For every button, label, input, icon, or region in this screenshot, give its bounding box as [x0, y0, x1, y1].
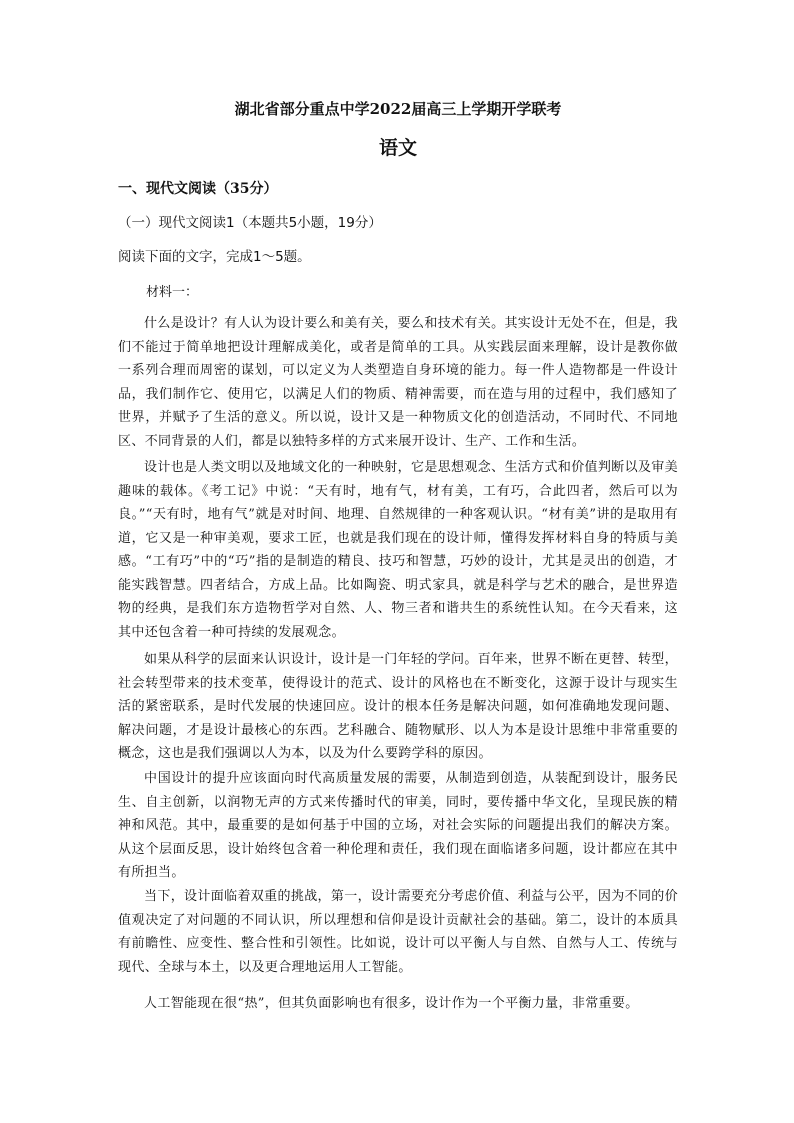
paragraph-6: 人工智能现在很“热”，但其负面影响也有很多，设计作为一个平衡力量，非常重要。 — [144, 996, 639, 1011]
subject-title: 语文 — [378, 137, 417, 159]
paragraph-4: 中国设计的提升应该面向时代高质量发展的需要，从制造到创造，从装配到设计，服务民生、自主创新，以润物无声的方式来传播时代的审美，同时，要传播中华文化，呈现民族的精神和风范。其中，最重要的是如何基于中国的立场，对社会实际的问题提出我们的解决方案。从这个层面反思，设计始终包含着一种伦理和责任，我们现在面临诸多问题，设计都应在其中有所担当。 — [118, 771, 678, 880]
subsection-heading: （一）现代文阅读1（本题共5小题，19分） — [118, 215, 382, 231]
paragraph-5: 当下，设计面临着双重的挑战，第一，设计需要充分考虑价值、利益与公平，因为不同的价值观决定了对问题的不同认识，所以理想和信仰是设计贡献社会的基础。第二，设计的本质具有前瞻性、应变性、整合性和引领性。比如说，设计可以平衡人与自然、自然与人工、传统与现代、全球与本土，以及更合理地运用人工智能。 — [118, 889, 679, 975]
section-heading: 一、现代文阅读（35分） — [118, 181, 278, 197]
paragraph-2: 设计也是人类文明以及地域文化的一种映射，它是思想观念、生活方式和价值判断以及审美趣味的载体。《考工记》中说：“天有时，地有气，材有美，工有巧，合此四者，然后可以为良。”“天有时，地有气”就是对时间、地理、自然规律的一种客观认识。“材有美”讲的是取用有道，它又是一种审美观，要求工匠，也就是我们现在的设计师，懂得发挥材料自身的特质与美感。“工有巧”中的“巧”指的是制造的精良、技巧和智慧，巧妙的设计，尤其是灵出的创造，才能实践智慧。四者结合，方成上品。比如陶瓷、明式家具，就是科学与艺术的融合，是世界造物的经典，是我们东方造物哲学对自然、人、物三者和谐共生的系统性认知。在今天看来，这其中还包含着一种可持续的发展观念。 — [118, 460, 679, 640]
paragraph-1: 什么是设计？有人认为设计要么和美有关，要么和技术有关。其实设计无处不在，但是，我们不能过于简单地把设计理解成美化，或者是简单的工具。从实践层面来理解，设计是教你做一系列合理而周密的谋划，可以定义为人类塑造自身环境的能力。每一件人造物都是一件设计品，我们制作它、使用它，以满足人们的物质、精神需要，而在造与用的过程中，我们感知了世界，并赋予了生活的意义。所以说，设计又是一种物质文化的创造活动，不同时代、不同地区、不同背景的人们，都是以独特多样的方式来展开设计、生产、工作和生活。 — [118, 316, 679, 449]
material-label: 材料一： — [146, 285, 199, 300]
reading-instruction: 阅读下面的文字，完成1～5题。 — [118, 249, 311, 265]
paragraph-3: 如果从科学的层面来认识设计，设计是一门年轻的学问。百年来，世界不断在更替、转型，社会转型带来的技术变革，使得设计的范式、设计的风格也在不断变化，这源于设计与现实生活的紧密联系，是时代发展的快速回应。设计的根本任务是解决问题，如何准确地发现问题、解决问题，才是设计最核心的东西。艺科融合、随物赋形、以人为本是设计思维中非常重要的概念，这也是我们强调以人为本，以及为什么要跨学科的原因。 — [118, 652, 679, 761]
exam-title: 湖北省部分重点中学2022届高三上学期开学联考 — [234, 100, 562, 118]
